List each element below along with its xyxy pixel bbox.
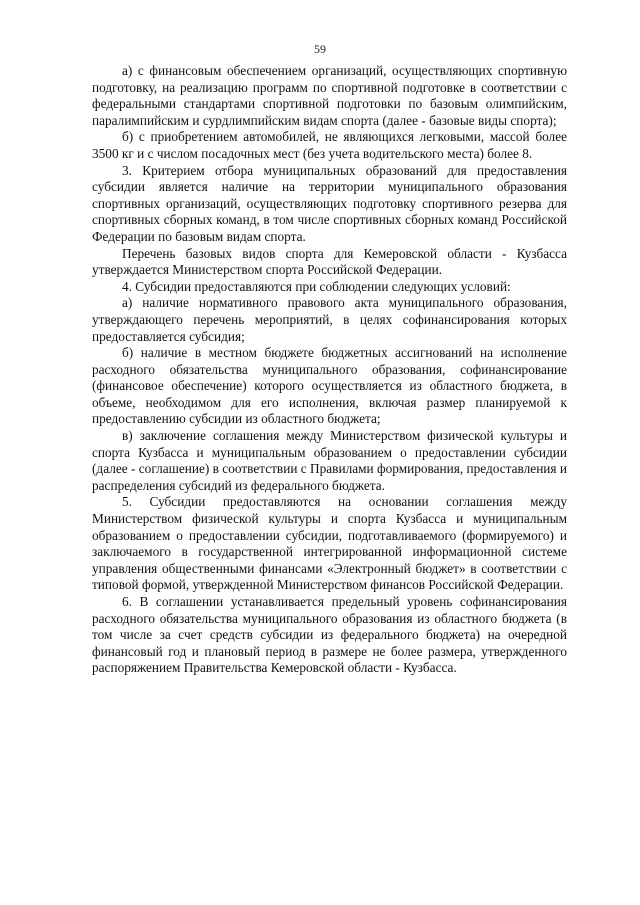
paragraph-4a: а) наличие нормативного правового акта муниципального образования, утверждающего перечень мероприятий, в целях софинансирования которых предоставляется субсидия; <box>92 295 567 344</box>
paragraph-sports-list: Перечень базовых видов спорта для Кемеровской области - Кузбасса утверждается Министерством спорта Российской Федерации. <box>92 245 567 278</box>
paragraph-1a: а) с финансовым обеспечением организаций, осуществляющих спортивную подготовку, на реализацию программ по спортивной подготовке в соответствии с федеральными стандартами спортивной подготовки по базовым олимпийским, паралимпийским и сурдлимпийским видам спорта (далее - базовые виды спорта); <box>92 63 567 128</box>
paragraph-4c: в) заключение соглашения между Министерством физической культуры и спорта Кузбасса и муниципальным образованием о предоставлении субсидии (далее - соглашение) в соответствии с Правилами формирования, предоставления и распределения субсидий из федерального бюджета. <box>92 428 567 493</box>
paragraph-4b: б) наличие в местном бюджете бюджетных ассигнований на исполнение расходного обязательства муниципального образования, софинансирование (финансовое обеспечение) которого осуществляется из областного бюджета, в объеме, необходимом для его исполнения, включая размер планируемой к предоставлению субсидии из областного бюджета; <box>92 345 567 427</box>
paragraph-6: 6. В соглашении устанавливается предельный уровень софинансирования расходного обязательства муниципального образования из областного бюджета (в том числе за счет средств субсидии из федерального бюджета) на очередной финансовый год и плановый период в размере не более размера, утвержденного распоряжением Правительства Кемеровской области - Кузбасса. <box>92 594 567 676</box>
document-body <box>92 63 567 677</box>
paragraph-3: 3. Критерием отбора муниципальных образований для предоставления субсидии является наличие на территории муниципального образования спортивных организаций, осуществляющих подготовку спортивного резерва для спортивных сборных команд, в том числе спортивных сборных команд Российской Федерации по базовым видам спорта. <box>92 162 567 244</box>
page-number: 59 <box>314 42 326 56</box>
paragraph-1b: б) с приобретением автомобилей, не являющихся легковыми, массой более 3500 кг и с числом посадочных мест (без учета водительского места) более 8. <box>92 129 567 161</box>
paragraph-4: 4. Субсидии предоставляются при соблюдении следующих условий: <box>122 278 511 294</box>
paragraph-5: 5. Субсидии предоставляются на основании соглашения между Министерством физической культуры и спорта Кузбасса и муниципальным образованием о предоставлении субсидии, подготавливаемого (формируемого) и заключаемого в государственной интегрированной информационной системе управления общественными финансами «Электронный бюджет» в соответствии с типовой формой, утвержденной Министерством финансов Российской Федерации. <box>92 494 567 593</box>
